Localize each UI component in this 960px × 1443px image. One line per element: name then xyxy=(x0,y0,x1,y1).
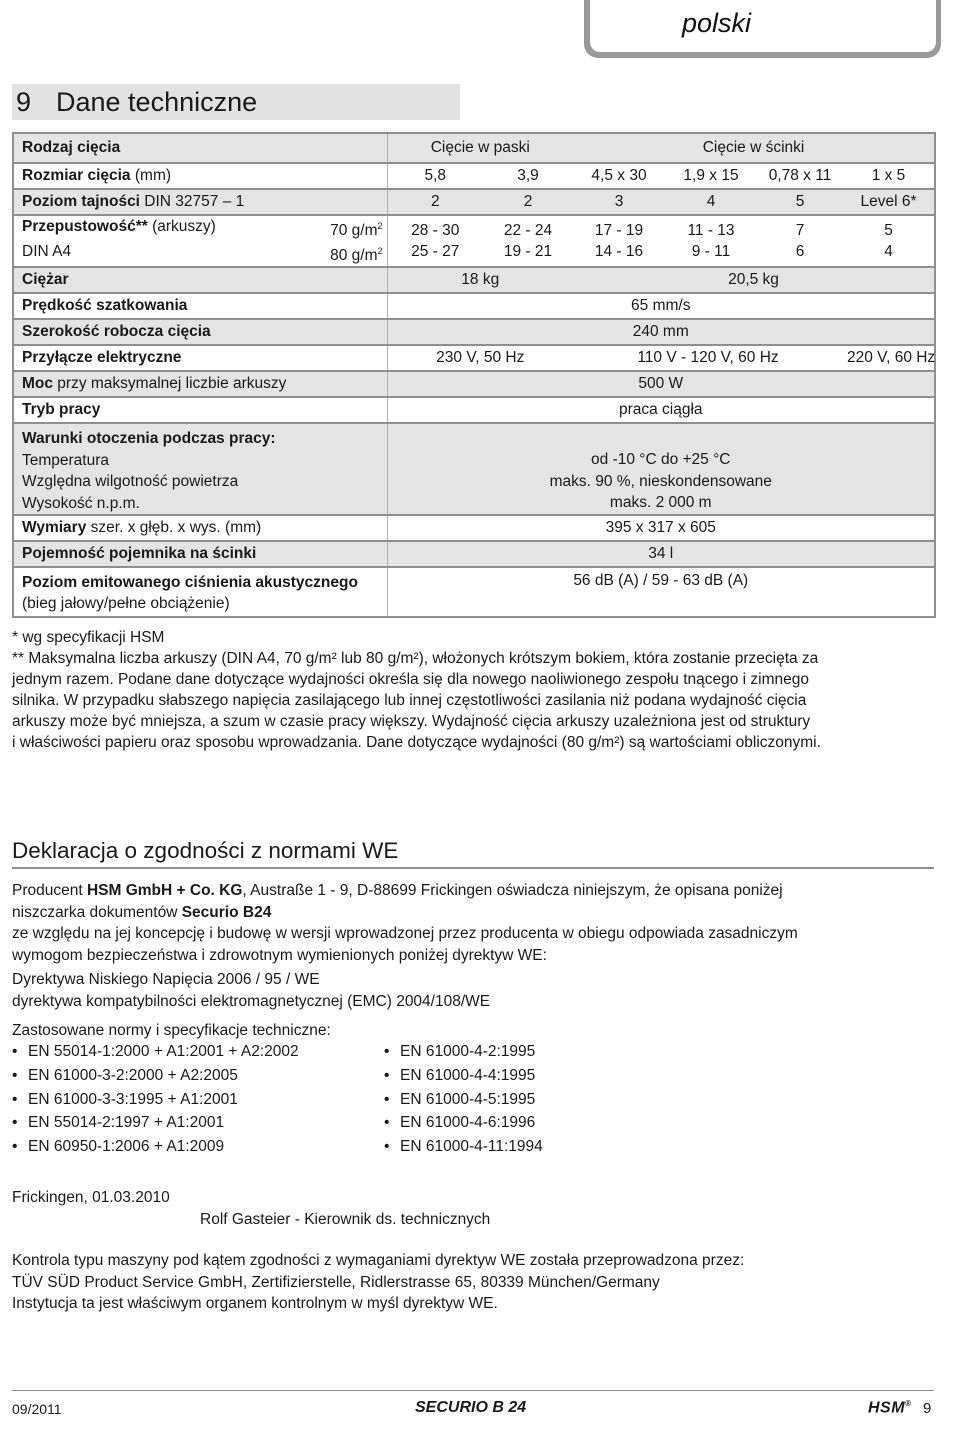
cut-type-cross: Cięcie w ścinki xyxy=(573,133,935,163)
footer-model: SECURIO B 24 xyxy=(415,1399,527,1416)
declaration-title: Deklaracja o zgodności z normami WE xyxy=(12,838,399,863)
temp-label: Temperatura xyxy=(22,451,110,469)
altitude-label: Wysokość n.p.m. xyxy=(22,494,140,512)
list-item xyxy=(12,1040,299,1064)
bin-label: Pojemność pojemnika na ścinki xyxy=(22,545,257,563)
bullet: • xyxy=(12,1043,18,1060)
bullet: • xyxy=(12,1114,18,1132)
cell: 9 - 11 xyxy=(691,243,731,261)
noise-value: 56 dB (A) / 59 - 63 dB (A) xyxy=(387,567,935,617)
section-title: Dane techniczne xyxy=(56,87,258,117)
row-width xyxy=(13,319,935,345)
width-label: Szerokość robocza cięcia xyxy=(22,323,211,341)
directive-lvd: Dyrektywa Niskiego Napięcia 2006 / 95 / WE xyxy=(12,971,320,988)
norms-list-right xyxy=(384,1040,543,1159)
cell: 2 xyxy=(387,189,483,215)
place-date-text: Frickingen, 01.03.2010 xyxy=(12,1189,170,1206)
cut-size-label: Rozmiar cięcia xyxy=(22,167,131,184)
cell: 22 - 24 xyxy=(503,222,553,240)
cell: 1 x 5 xyxy=(843,163,935,189)
signatory-text: Rolf Gasteier - Kierownik ds. technicznych xyxy=(200,1211,491,1228)
power-110: 110 V - 120 V, 60 Hz xyxy=(573,345,843,371)
cell: 19 - 21 xyxy=(503,243,553,261)
bullet: • xyxy=(12,1066,18,1084)
directives xyxy=(12,969,942,1012)
type-examination xyxy=(12,1250,942,1315)
cell: 5 xyxy=(884,222,893,240)
dims-value: 395 x 317 x 605 xyxy=(387,515,935,541)
cut-size-unit: (mm) xyxy=(130,167,172,184)
norm: EN 55014-1:2000 + A1:2001 + A2:2002 xyxy=(28,1043,299,1060)
security-label: Poziom tajności xyxy=(22,193,140,210)
section-number: 9 xyxy=(16,87,32,117)
list-item xyxy=(384,1088,543,1112)
humidity-value: maks. 90 %, nieskondensowane xyxy=(549,472,772,490)
logo-text: HSM xyxy=(868,1399,906,1417)
cell: 3,9 xyxy=(483,163,573,189)
row-bin xyxy=(13,541,935,567)
motor-label: Moc xyxy=(22,375,53,393)
list-item xyxy=(12,1135,299,1159)
cell: 4 xyxy=(665,189,757,215)
row-throughput xyxy=(13,215,935,267)
bin-value: 34 l xyxy=(387,541,935,567)
dims-label: Wymiary xyxy=(22,519,87,537)
norm: EN 61000-3-3:1995 + A1:2001 xyxy=(28,1090,238,1108)
footnote-1: * wg specyfikacji HSM xyxy=(12,629,165,646)
cell: 11 - 13 xyxy=(687,222,735,240)
sup: 2 xyxy=(377,246,383,257)
row-security xyxy=(13,189,935,215)
text: TÜV SÜD Product Service GmbH, Zertifizierstelle, Ridlerstrasse 65, 80339 München/Germany xyxy=(12,1273,660,1291)
language-tab-inner xyxy=(590,0,936,52)
row-weight xyxy=(13,267,935,293)
list-item xyxy=(384,1064,543,1088)
product-name: Securio B24 xyxy=(181,903,272,921)
width-value: 240 mm xyxy=(387,319,935,345)
motor-label-rest: przy maksymalnej liczbie arkuszy xyxy=(53,375,287,393)
cell: 25 - 27 xyxy=(411,243,460,261)
throughput-unit: (arkuszy) xyxy=(147,218,216,235)
norm: EN 61000-4-11:1994 xyxy=(400,1138,543,1156)
power-label: Przyłącze elektryczne xyxy=(22,349,182,367)
registered-mark: ® xyxy=(905,1399,912,1408)
bullet: • xyxy=(12,1090,18,1108)
signatory xyxy=(200,1209,800,1231)
declaration-rule xyxy=(12,867,934,869)
speed-value: 65 mm/s xyxy=(387,293,935,319)
throughput-label: Przepustowość** xyxy=(22,218,148,235)
cell: 5 xyxy=(757,189,843,215)
bullet: • xyxy=(384,1090,390,1108)
humidity-label: Względna wilgotność powietrza xyxy=(22,473,239,491)
cell: 1,9 x 15 xyxy=(665,163,757,189)
cell: 17 - 19 xyxy=(594,222,644,240)
bullet: • xyxy=(384,1066,390,1084)
specs-table-wrap xyxy=(12,132,934,618)
norm: EN 61000-4-6:1996 xyxy=(400,1114,536,1132)
norm: EN 61000-3-2:2000 + A2:2005 xyxy=(28,1066,238,1084)
mode-value: praca ciągła xyxy=(387,397,935,423)
footnote-2-line: arkuszy może być mniejsza, a szum w czasie pracy większy. Wydajność cięcia arkuszy uzależniona jest od struktury xyxy=(12,713,811,730)
footnotes xyxy=(12,627,942,753)
row-speed xyxy=(13,293,935,319)
row-mode xyxy=(13,397,935,423)
declaration-intro xyxy=(12,880,942,966)
footnote-2-line: i właściwości papieru oraz sposobu wprowadzania. Dane dotyczące wydajności (80 g/m²) są wartościami obliczonymi. xyxy=(12,734,821,751)
sup: 2 xyxy=(377,221,383,231)
list-item xyxy=(384,1040,543,1064)
norms-list-left xyxy=(12,1040,299,1159)
cut-type-label: Rodzaj cięcia xyxy=(22,139,121,156)
cell: 6 xyxy=(795,243,805,261)
text: Kontrola typu maszyny pod kątem zgodności z wymaganiami dyrektyw WE została przeprowadzona przez: xyxy=(12,1252,745,1269)
section-heading xyxy=(12,84,460,120)
throughput-format: DIN A4 xyxy=(22,243,72,261)
paper-80: 80 g/m xyxy=(330,247,378,265)
footnote-2-line: jednym razem. Podane dane dotyczące wydajności określa się dla nowego naoliwionego zespołu tnącego i zimnego xyxy=(12,671,810,688)
row-dims xyxy=(13,515,935,541)
bullet: • xyxy=(384,1114,390,1132)
mode-label: Tryb pracy xyxy=(22,401,101,419)
manufacturer-name: HSM GmbH + Co. KG xyxy=(86,882,243,899)
temp-value: od -10 °C do +25 °C xyxy=(591,451,731,469)
footer-date: 09/2011 xyxy=(12,1401,62,1417)
text: , Austraße 1 - 9, D-88699 Frickingen oświadcza niniejszym, że opisana poniżej xyxy=(242,882,783,899)
text: wymogom bezpieczeństwa i zdrowotnym wymienionych poniżej dyrektyw WE: xyxy=(12,946,547,964)
norm: EN 61000-4-4:1995 xyxy=(400,1066,536,1084)
cell: 4 xyxy=(884,243,893,261)
directive-emc: dyrektywa kompatybilności elektromagnetycznej (EMC) 2004/108/WE xyxy=(12,992,491,1010)
power-220: 220 V, 60 Hz xyxy=(843,345,935,371)
footnote-2-line: silnika. W przypadku słabszego napięcia zasilającego lub innej częstotliwości zasilania niż podana wydajność cięcia xyxy=(12,692,807,709)
noise-label: Poziom emitowanego ciśnienia akustycznego xyxy=(22,574,358,592)
text: Instytucja ta jest właściwym organem kontrolnym w myśl dyrektyw WE. xyxy=(12,1295,498,1312)
list-item xyxy=(384,1135,543,1159)
row-cut-size xyxy=(13,163,935,189)
row-power xyxy=(13,345,935,371)
row-cut-type xyxy=(13,133,935,163)
weight-label: Ciężar xyxy=(22,271,69,289)
security-standard: DIN 32757 – 1 xyxy=(140,193,245,210)
text: Producent xyxy=(12,882,87,899)
weight-strip: 18 kg xyxy=(387,267,573,293)
row-motor xyxy=(13,371,935,397)
norms-heading: Zastosowane normy i specyfikacje techniczne: xyxy=(12,1022,331,1039)
bullet: • xyxy=(384,1043,390,1060)
hsm-logo xyxy=(868,1399,911,1417)
text: ze względu na jej koncepcję i budowę w wersji wprowadzonej przez producenta w obiegu odpowiada zasadniczym xyxy=(12,925,798,942)
norm: EN 61000-4-2:1995 xyxy=(400,1043,536,1060)
cell: 7 xyxy=(795,222,805,240)
cell: 28 - 30 xyxy=(411,222,460,240)
ambient-label: Warunki otoczenia podczas pracy: xyxy=(22,430,276,448)
noise-label-2: (bieg jałowy/pełne obciążenie) xyxy=(22,595,230,613)
norms-title xyxy=(12,1020,942,1042)
paper-70: 70 g/m xyxy=(330,222,378,240)
weight-cross: 20,5 kg xyxy=(573,267,935,293)
cell: Level 6* xyxy=(843,189,935,215)
dims-unit: szer. x głęb. x wys. (mm) xyxy=(86,519,262,537)
altitude-value: maks. 2 000 m xyxy=(609,494,712,512)
norm: EN 60950-1:2006 + A1:2009 xyxy=(28,1138,225,1156)
footnote-2-line: ** Maksymalna liczba arkuszy (DIN A4, 70 g/m² lub 80 g/m²), włożonych krótszym bokiem, która zostanie przecięta za xyxy=(12,650,819,667)
cell: 3 xyxy=(573,189,665,215)
cell: 14 - 16 xyxy=(594,243,644,261)
text: niszczarka dokumentów xyxy=(12,903,182,921)
bullet: • xyxy=(12,1138,18,1156)
row-noise xyxy=(13,567,935,617)
norm: EN 61000-4-5:1995 xyxy=(400,1090,536,1108)
row-ambient xyxy=(13,423,935,515)
bullet: • xyxy=(384,1138,390,1156)
list-item xyxy=(12,1088,299,1112)
power-230: 230 V, 50 Hz xyxy=(387,345,573,371)
cell: 2 xyxy=(483,189,573,215)
cell: 5,8 xyxy=(387,163,483,189)
place-date xyxy=(12,1187,942,1209)
footer-rule xyxy=(12,1390,934,1391)
list-item xyxy=(12,1064,299,1088)
norm: EN 55014-2:1997 + A1:2001 xyxy=(28,1114,225,1132)
speed-label: Prędkość szatkowania xyxy=(22,297,188,315)
cut-type-strip: Cięcie w paski xyxy=(387,133,573,163)
cell: 0,78 x 11 xyxy=(757,163,843,189)
language-label: polski xyxy=(682,8,752,38)
list-item xyxy=(12,1111,299,1135)
cell: 4,5 x 30 xyxy=(573,163,665,189)
specs-table xyxy=(12,132,936,618)
page-number: 9 xyxy=(923,1400,932,1417)
list-item xyxy=(384,1111,543,1135)
motor-value: 500 W xyxy=(387,371,935,397)
